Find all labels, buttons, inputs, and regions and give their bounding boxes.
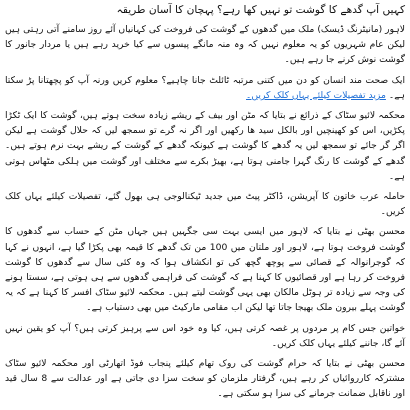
article-paragraph-6 — [5, 321, 405, 351]
article-paragraph-2 — [5, 73, 405, 103]
paragraph-text: محسن بھٹی نے بتایا کہ لاہور میں ایسی بہت سی جگہیں ہیں جہاں مٹن کے حساب سے گدھوں کا گوشت فروخت ہوتا ہے، لاہور اور ملتان میں 100 من تک گدھے کا قیمہ بھی پکڑا گیا ہے، انہوں نے کہا کہ گوجرانوالہ کے قصائی سے پوچھ گچھ کی تو انکشاف ہوا کہ وہ کئی سال سے گدھوں کا گوشت فروخت کر رہا ہے اور قصائیوں کا کہنا ہے کہ گوشت کی فراہمی گدھوں سے ہی ہوتی ہے، سستا ہونے کی وجہ سے زیادہ تر ہوٹل مالکان بھی یہی گوشت لیتے ہیں۔ محکمہ لائیو سٹاک افسر کا کہنا ہے کہ یہ گوشت پہلے بیرون ملک بھیجا جاتا تھا لیکن اب مقامی مارکیٹ میں بھی دستیاب ہے۔ — [5, 226, 405, 314]
paragraph-text: محکمہ لائیو سٹاک کے ذرائع نے بتایا کہ مٹن اور بیف کے ریشے زیادہ سخت ہوتے ہیں، گوشت کا ایک ٹکڑا پکڑیں، اس کو کھینچیں اور بالکل سید ھا رکھیں اور اگر نہ گرے تو سمجھ لیں کہ حلال گوشت ہے لیکن اگر گر جائے تو سمجھ لیں یہ گدھے کا گوشت ہے کیونکہ گدھے کے گوشت کے ریشے بہت نرم ہوتے ہیں۔ گدھے کے گوشت کا رنگ گہرا جامنی ہوتا ہے، بھیڑ بکرے سے مختلف اور گوشت میں ہلکی مٹھاس ہوتی ہے۔ — [5, 110, 405, 182]
paragraph-text: ایک صحت مند انسان کو دن میں کتنی مرتبہ ٹائلٹ جانا چاہیے؟ معلوم کریں ورنہ آپ کو پچھتانا پڑ سکتا ہے۔ — [5, 74, 405, 101]
article-paragraph-3 — [5, 108, 405, 184]
details-link[interactable]: مزید تفصیلات کیلئے یہاں کلک کریں۔ — [246, 89, 386, 101]
article-title: کہیں آپ گدھے کا گوشت تو نہیں کھا رہے؟ پہچان کا آسان طریقہ — [116, 4, 405, 16]
article-paragraph-5 — [5, 224, 405, 315]
paragraph-text: خواتین جس کام پر مردوں پر غصہ کرتی ہیں، کیا وہ خود اس سے پرہیز کرتی ہیں؟ آپ کو یقین نہیں آئے گا، جاننے کیلئے یہاں کلک کریں۔ — [5, 322, 405, 349]
paragraph-text: محسن بھٹی نے بتایا کہ حرام گوشت کی روک تھام کیلئے پنجاب فوڈ اتھارٹی اور محکمہ لائیو سٹاک مشترکہ کارروائیاں کر رہے ہیں، گرفتار ملزمان کو سخت سزا دی جاتی ہے اور عدالت سے 8 سال قید اور ناقابل ضمانت جرمانے کی سزا ہو سکتی ہے۔ — [5, 358, 405, 400]
article-paragraph-4 — [5, 189, 405, 219]
paragraph-text: لاہور (مانیٹرنگ ڈیسک) ملک میں گدھوں کے گوشت کی فروخت کی کہانیاں آئے روز سامنے آتی رہتی ہیں لیکن عام شہریوں کو یہ معلوم نہیں کہ وہ منہ مانگے پیسوں سے کیا خرید رہے ہیں یا مردار جانور کا گوشت نوش کرنے جا رہے ہیں۔ — [5, 24, 405, 66]
article-paragraph-7 — [5, 356, 405, 402]
article-paragraph-1 — [5, 22, 405, 68]
paragraph-text: حاملہ عرب خاتون کا آپریشن، ڈاکٹر پیٹ میں جدید ٹیکنالوجی ہی بھول گئے، تفصیلات کیلئے یہاں کلک کریں۔ — [5, 191, 405, 218]
